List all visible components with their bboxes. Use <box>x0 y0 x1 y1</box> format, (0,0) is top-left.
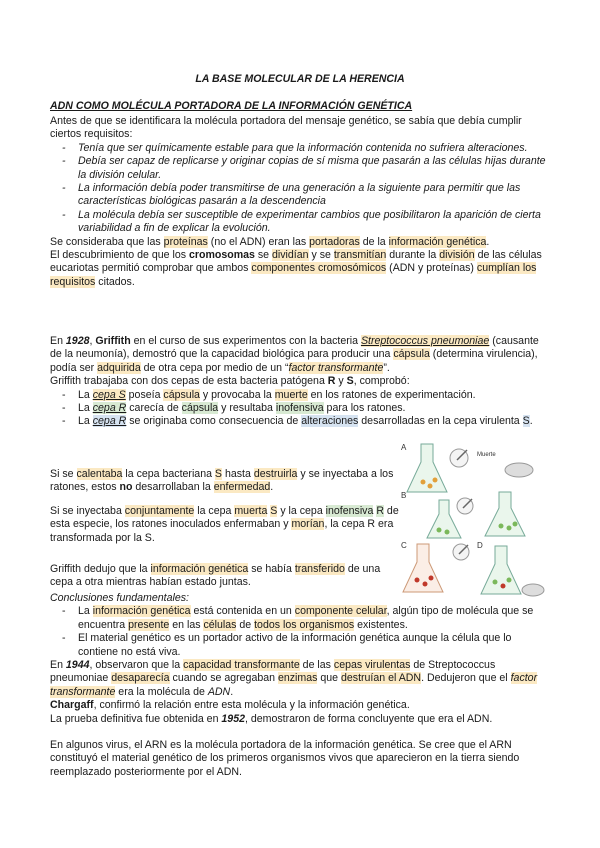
flask-d <box>477 541 544 596</box>
cromosomas-paragraph: El descubrimiento de que los cromosomas se dividían y se transmitían durante la división de las células eucariotas permitió comprobar que ambos componentes cromosómicos (ADN y proteínas) cumplían los requisitos citados. <box>50 249 542 288</box>
page-title: LA BASE MOLECULAR DE LA HERENCIA <box>195 73 405 85</box>
svg-text:D: D <box>477 541 483 550</box>
muerte-label: Muerte <box>477 452 496 458</box>
paragraph-1944: En 1944, observaron que la capacidad transformante de las cepas virulentas de Streptococcus pneumoniae desaparecía cuando se agregaban enzimas que destruían el ADN. Dedujeron que el factor transformante era la molécula de ADN. <box>50 659 538 698</box>
section-heading: ADN COMO MOLÉCULA PORTADORA DE LA INFORMACIÓN GENÉTICA <box>50 100 413 112</box>
list-item: - La información genética está contenida en un componente celular, algún tipo de molécula que se encuentra presente en las células de todos los organismos existentes. <box>50 605 550 632</box>
flask-c <box>401 541 469 592</box>
list-item: - La molécula debía ser susceptible de experimentar cambios que posibilitaron la aparición de cierta variabilidad a fin de explicar la evolución. <box>50 209 550 236</box>
list-item: - El material genético es un portador activo de la información genética aunque la célula que lo contiene no está viva. <box>50 632 550 659</box>
experiment-calentamiento: Si se calentaba la cepa bacteriana S hasta destruirla y se inyectaba a los ratones, estos no desarrollaban la enfermedad. <box>50 468 394 494</box>
list-item: - La cepa R se originaba como consecuencia de alteraciones desarrolladas en la cepa virulenta S. <box>50 415 550 428</box>
flask-b <box>401 491 525 538</box>
cepas-list <box>50 389 550 429</box>
intro-paragraph <box>50 115 550 289</box>
griffith-cepas-intro: Griffith trabajaba con dos cepas de esta bacteria patógena R y S, comprobó: <box>50 375 410 388</box>
list-item: - Debía ser capaz de replicarse y originar copias de sí misma que pasarán a las células hijas durante la división celular. <box>50 155 550 182</box>
proteinas-paragraph: Se consideraba que las proteínas (no el ADN) eran las portadoras de la información genética. <box>50 235 490 248</box>
svg-text:A: A <box>401 443 407 452</box>
conclusiones-label: Conclusiones fundamentales: <box>50 592 189 604</box>
list-item: - La cepa R carecía de cápsula y resultaba inofensiva para los ratones. <box>50 402 550 415</box>
conclusiones-list <box>50 605 550 659</box>
griffith-section <box>50 335 550 429</box>
paragraph-1952: La prueba definitiva fue obtenida en 1952, demostraron de forma concluyente que era el ADN. <box>50 712 493 725</box>
svg-text:C: C <box>401 541 407 550</box>
svg-text:B: B <box>401 491 407 500</box>
list-item: - La cepa S poseía cápsula y provocaba la muerte en los ratones de experimentación. <box>50 389 550 402</box>
requisitos-list <box>50 142 550 236</box>
experiment-deduccion: Griffith dedujo que la información genética se había transferido de una cepa a otra mientras habían estado juntas. <box>50 563 381 589</box>
intro-text: Antes de que se identificara la molécula portadora del mensaje genético, se sabía que debía cumplir ciertos requisitos: <box>50 115 522 141</box>
flask-a <box>401 443 533 492</box>
list-item: - Tenía que ser químicamente estable para que la información contenida no sufriera alteraciones. <box>50 142 550 155</box>
list-item: - La información debía poder transmitirse de una generación a la siguiente para permitir que las características biológicas pasarán a la descendencia <box>50 182 550 209</box>
griffith-experiment-figure <box>399 440 545 602</box>
conclusiones-section <box>50 592 550 779</box>
final-paragraph: En algunos virus, el ARN es la molécula portadora de la información genética. Se cree que el ARN constituyó el material genético de los primeros organismos vivos que aparecieron en la tierra siendo reemplazado posteriormente por el ADN. <box>50 739 520 778</box>
experiment-conjunto: Si se inyectaba conjuntamente la cepa muerta S y la cepa inofensiva R de esta especie, los ratones inoculados enfermaban y morían, la cepa R era transformada por la S. <box>50 505 399 544</box>
griffith-paragraph: En 1928, Griffith en el curso de sus experimentos con la bacteria Streptococcus pneumoniae (causante de la neumonía), demostró que la capacidad biológica para producir una cápsula (determina virulencia), podía ser adquirida de otra cepa por medio de un “factor transformante”. <box>50 335 539 374</box>
chargaff-paragraph: Chargaff, confirmó la relación entre esta molécula y la información genética. <box>50 699 410 712</box>
